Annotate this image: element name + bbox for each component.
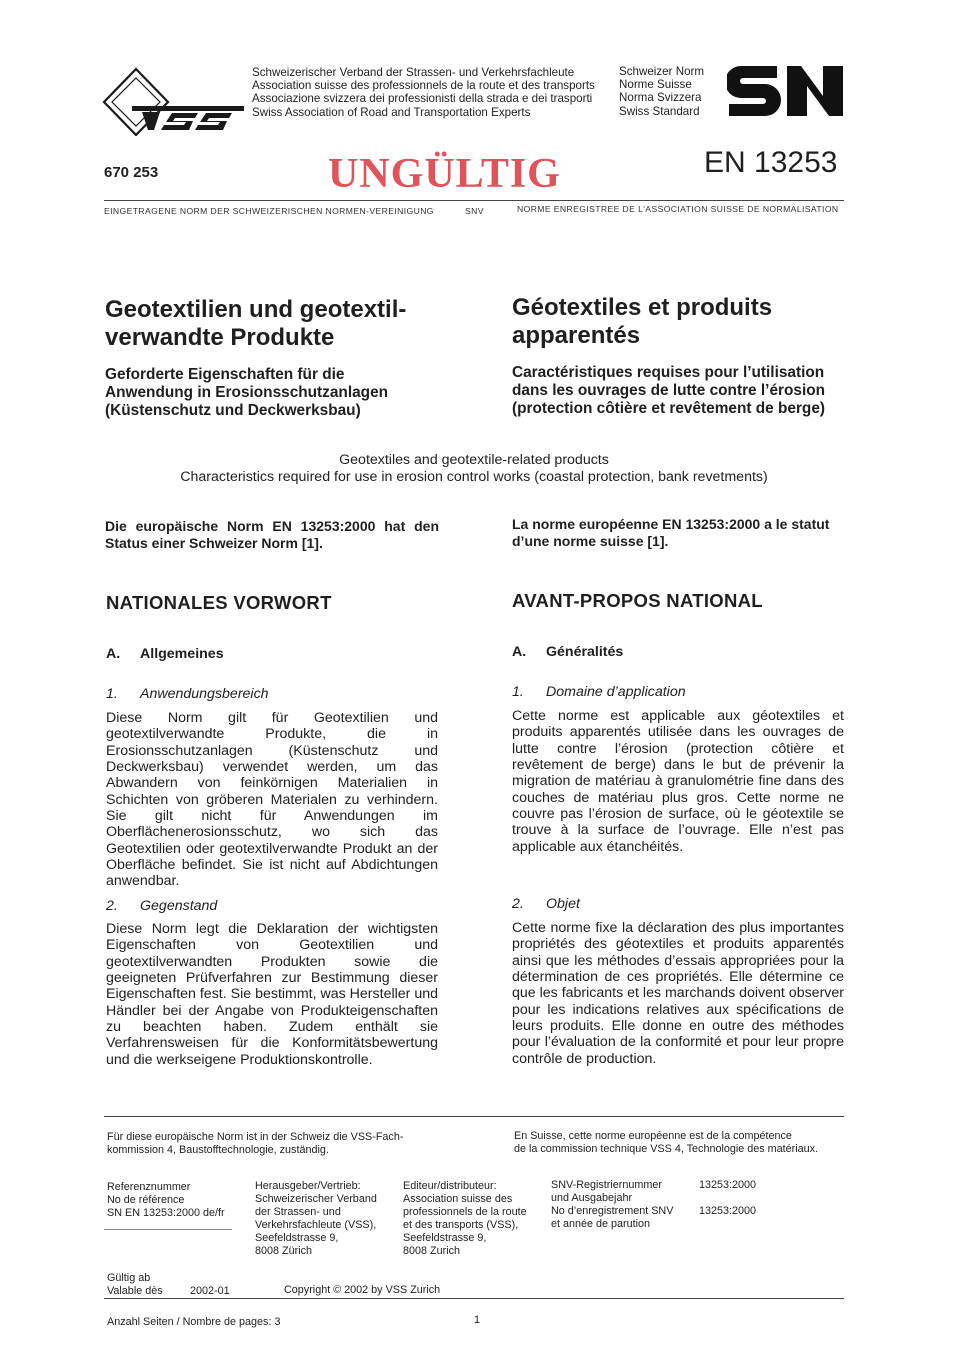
footer-divider-top [104,1116,844,1117]
committee-fr-line1: En Suisse, cette norme européenne est de la compétence [514,1130,792,1142]
subtitle-fr-line1: Caractéristiques requises pour l’utilisation [512,364,825,381]
valid-from [107,1272,163,1298]
standard-type-it: Norma Svizzera [619,91,702,105]
reference-underline [104,1229,232,1230]
publisher-de-line: Seefeldstrasse 9, [255,1232,339,1244]
section-a-fr-number: A. [512,644,527,660]
subtitle-de-line2: Anwendung in Erosionsschutzanlagen [105,384,389,401]
registered-norm-abbrev: SNV [465,206,484,216]
item2-text-fr: Cette norme fixe la déclaration des plus importantes propriétés des géotextiles et produits apparentés ainsi que les méthodes d’essais appropriées pour la détermination de ces propriétés. Elle détermine ce que les fabricants et les marchands doivent observer pour les indications relatives aux spécifications de leurs produits. Elle donne en outre des méthodes pour l’évaluation de la conformité et pour leur propre contrôle de production. [512,920,845,1067]
reference-label-de: Referenznummer [107,1181,191,1193]
sn-logo [727,64,845,118]
title-block-de [105,296,475,420]
page-count: Anzahl Seiten / Nombre de pages: 3 [107,1316,281,1328]
item2-fr-number: 2. [512,896,524,912]
item2-de-number: 2. [106,898,118,914]
header-divider [104,200,844,201]
title-de-line2: verwandte Produkte [105,324,335,351]
snv-registration-number: 13253:2000 [699,1179,757,1191]
title-block-fr [512,294,852,418]
publisher-fr-line: et des transports (VSS), [403,1219,519,1231]
subtitle-de-line1: Geforderte Eigenschaften für die [105,366,345,383]
snv-label-line: und Ausgabejahr [551,1192,633,1204]
org-name-it: Associazione svizzera dei professionisti della strada e dei trasporti [252,92,593,106]
standard-type-de: Schweizer Norm [619,65,705,78]
registered-norm-fr: NORME ENREGISTREE DE L'ASSOCIATION SUISSE DE NORMALISATION [517,204,839,214]
snv-label-line: et année de parution [551,1218,651,1230]
section-a-fr [512,644,623,660]
publisher-de-line: Schweizerischer Verband [255,1193,377,1205]
subtitle-de-line3: (Küstenschutz und Deckwerksbau) [105,402,361,419]
item1-text-de: Diese Norm gilt für Geotextilien und geotextilverwandte Produkte, die in Erosionsschutzanlagen (Küstenschutz und Deckwerksbau) verwendet werden, um das Abwandern von feinkörnigen Materialien in Schichten von gröberen Materialen zu verhindern. Sie gilt nicht für Anwendungen im Oberflächenerosionsschutz, wo sich das Geotextilien oder geotextilverwandte Produkt an der Oberfläche befindet. Sie ist nicht auf Abdichtungen anwendbar. [106,710,438,890]
item1-heading-de [106,686,269,702]
item1-heading-fr [512,684,686,700]
status-statement-de: Die europäische Norm EN 13253:2000 hat den Status einer Schweizer Norm [1]. [105,518,439,551]
reference-number [107,1181,225,1220]
publisher-fr-line: Seefeldstrasse 9, [403,1232,487,1244]
section-a-de-number: A. [106,646,121,662]
section-a-de [106,646,224,662]
section-a-fr-title: Généralités [546,644,624,660]
copyright: Copyright © 2002 by VSS Zurich [284,1284,441,1296]
item2-fr-title: Objet [546,896,580,912]
valid-label-de: Gültig ab [107,1272,151,1284]
publisher-de [255,1180,377,1258]
publisher-fr [403,1180,527,1258]
subtitle-fr-line2: dans les ouvrages de lutte contre l’érosion [512,382,826,399]
page-number: 1 [474,1314,481,1326]
committee-fr-line2: de la commission technique VSS 4, Technologie des matériaux. [514,1143,819,1155]
title-fr-line1: Géotextiles et produits [512,294,773,321]
item2-heading-fr [512,896,580,912]
committee-de-line2: kommission 4, Baustofftechnologie, zuständig. [107,1144,329,1156]
item2-text-de: Diese Norm legt die Deklaration der wichtigsten Eigenschaften von Geotextilien und geotextilverwandten Produkten sowie die geeigneten Prüfverfahren zur Bestimmung dieser Eigenschaften fest. Sie bestimmt, was Hersteller und Händler bei der Angabe von Produkteigenschaften zu beachten haben. Zudem enthält sie Verfahrensweisen für die Konformitätsbewertung und die werkseigene Produktionskontrolle. [106,921,438,1068]
invalid-stamp: UNGÜLTIG [328,151,561,197]
en-standard-code: EN 13253 [704,146,838,179]
snv-registration-labels [551,1179,673,1231]
standard-type-names [619,65,704,118]
registered-norm-de: EINGETRAGENE NORM DER SCHWEIZERISCHEN NORMEN-VEREINIGUNG [104,206,434,216]
item2-de-title: Gegenstand [140,898,218,914]
snv-registration-year: 13253:2000 [699,1205,757,1217]
standard-type-fr: Norme Suisse [619,78,692,92]
vss-logo [102,66,247,136]
title-en: Geotextiles and geotextile-related products [339,452,609,468]
reference-value: SN EN 13253:2000 de/fr [107,1207,225,1219]
foreword-heading-de: NATIONALES VORWORT [106,592,332,613]
organisation-names [252,66,595,119]
committee-note-fr [514,1130,818,1156]
publisher-de-line: der Strassen- und [255,1206,341,1218]
status-statement-fr: La norme européenne EN 13253:2000 a le statut d’une norme suisse [1]. [512,516,830,549]
subtitle-en: Characteristics required for use in erosion control works (coastal protection, bank revetments) [180,469,768,485]
committee-note-de [107,1131,403,1157]
standard-type-en: Swiss Standard [619,104,700,118]
title-block-en [104,452,844,486]
valid-label-fr: Valable dès [107,1285,163,1297]
title-de-line1: Geotextilien und geotextil- [105,296,407,323]
org-name-fr: Association suisse des professionnels de la route et des transports [252,79,595,93]
publisher-fr-line: Association suisse des [403,1193,513,1205]
item1-fr-title: Domaine d’application [546,684,686,700]
committee-de-line1: Für diese europäische Norm ist in der Schweiz die VSS-Fach- [107,1131,404,1143]
publisher-fr-line: professionnels de la route [403,1206,527,1218]
snv-label-line: No d’enregistrement SNV [551,1205,674,1217]
subtitle-fr-line3: (protection côtière et revêtement de berge) [512,400,826,417]
item1-de-title: Anwendungsbereich [140,686,269,702]
publisher-de-line: Herausgeber/Vertrieb: [255,1180,361,1192]
reference-label-fr: No de référence [107,1194,185,1206]
item1-fr-number: 1. [512,684,524,700]
valid-date: 2002-01 [190,1285,230,1297]
org-name-de: Schweizerischer Verband der Strassen- und Verkehrsfachleute [252,66,575,79]
item2-heading-de [106,898,217,914]
section-a-de-title: Allgemeines [140,646,224,662]
item1-de-number: 1. [106,686,118,702]
item1-text-fr: Cette norme est applicable aux géotextiles et produits apparentés utilisée dans les ouvrages de lutte contre l’érosion (protection côtière et revêtement de berge) dans le but de prévenir la migration de matériau à granulométrie fine dans des couches de matériau plus gros. Cette norme ne couvre pas l’érosion de surface, où le géotextile se trouve à la surface de l’ouvrage. Elle n’est pas applicable aux étanchéités. [512,708,844,855]
publisher-de-line: 8008 Zürich [255,1245,313,1257]
publisher-fr-line: Editeur/distributeur: [403,1180,497,1192]
title-fr-line2: apparentés [512,322,641,349]
publisher-de-line: Verkehrsfachleute (VSS), [255,1219,377,1231]
snv-label-line: SNV-Registriernummer [551,1179,662,1191]
org-name-en: Swiss Association of Road and Transportation Experts [252,105,531,119]
footer-divider-bottom [104,1298,844,1299]
document-number: 670 253 [104,164,159,181]
publisher-fr-line: 8008 Zurich [403,1245,461,1257]
foreword-heading-fr: AVANT-PROPOS NATIONAL [512,590,763,611]
